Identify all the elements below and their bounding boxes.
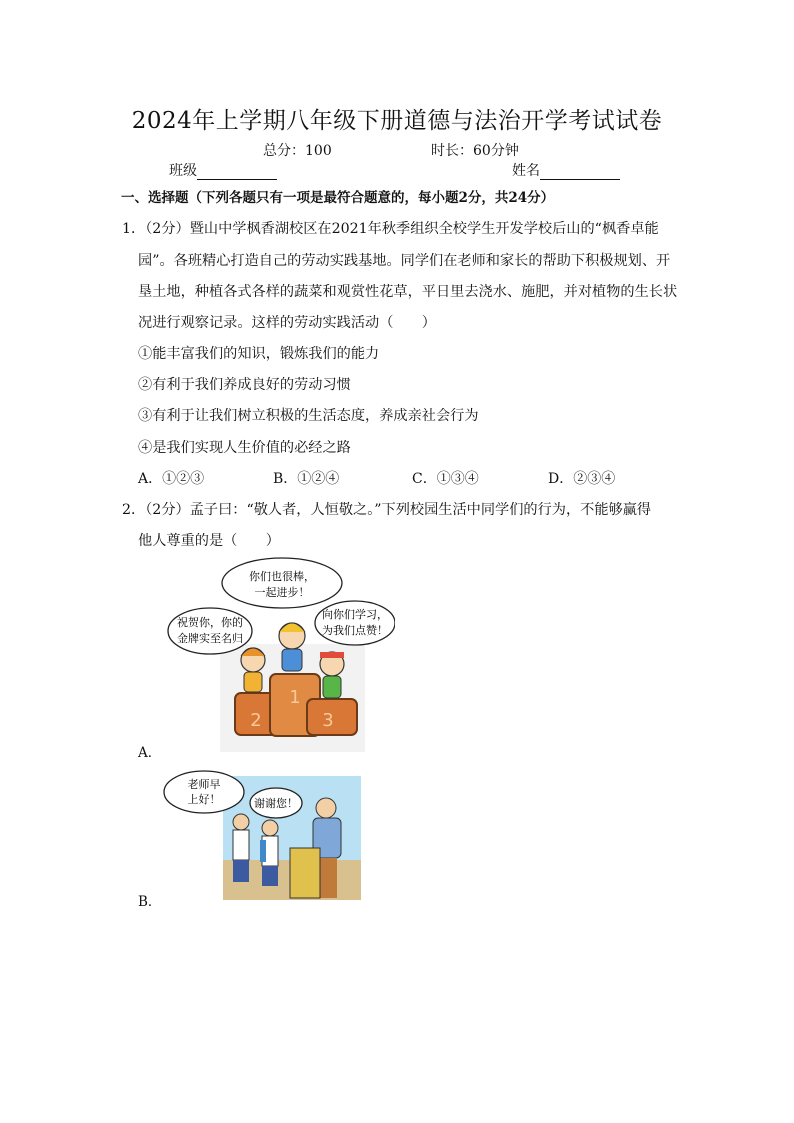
q1-option-a[interactable]: A．①②③ [138,471,205,487]
speech-bubble-right [315,601,395,645]
name-field [512,160,620,180]
q2-option-a-label[interactable]: A． [138,745,162,761]
svg-text:你们也很棒，: 你们也很棒， [249,570,315,583]
q1-line: 1．（2分）暨山中学枫香湖校区在2021年秋季组织全校学生开发学校后山的“枫香卓能 [122,221,659,237]
q2-option-b-label[interactable]: B． [138,894,162,910]
class-label: 班级 [169,163,197,179]
q1-option-d[interactable]: D．②③④ [548,471,616,487]
q2-line: 2．（2分）孟子曰：“敬人者，人恒敬之。”下列校园生活中同学们的行为，不能够赢得 [122,502,652,518]
speech-bubble-left [164,771,244,813]
reception-desk [290,848,320,898]
total-score: 总分：100 [263,143,332,159]
podium-label-3: 3 [322,710,334,731]
podium-label-2: 2 [250,710,262,731]
q1-option-c[interactable]: C．①③④ [412,471,479,487]
speech-bubble-left [168,608,252,654]
q1-statement: ③有利于让我们树立积极的生活态度，养成亲社会行为 [138,408,479,424]
section-heading: 一、选择题（下列各题只有一项是最符合题意的，每小题2分，共24分） [121,190,555,206]
q1-statement: ②有利于我们养成良好的劳动习惯 [138,377,351,393]
class-blank[interactable] [197,165,277,180]
q1-line: 园”。各班精心打造自己的劳动实践基地。同学们在老师和家长的帮助下积极规划、开 [138,253,671,269]
speech-bubble-top [222,558,342,608]
q1-line: 垦土地，种植各式各样的蔬菜和观赏性花草，平日里去浇水、施肥，并对植物的生长状 [138,284,678,300]
svg-text:为我们点赞！: 为我们点赞！ [322,624,388,637]
q1-option-b[interactable]: B．①②④ [273,471,340,487]
svg-text:向你们学习，: 向你们学习， [322,608,388,621]
class-field [169,160,277,180]
greeting-illustration [160,770,365,902]
q1-line: 况进行观察记录。这样的劳动实践活动（ ） [138,315,436,331]
podium-illustration [165,556,395,756]
exam-duration: 时长：60分钟 [431,143,519,159]
name-label: 姓名 [512,163,540,179]
podium-label-1: 1 [289,687,301,708]
exam-title: 2024年上学期八年级下册道德与法治开学考试试卷 [131,108,663,134]
q1-statement: ④是我们实现人生价值的必经之路 [138,440,351,456]
svg-text:金牌实至名归: 金牌实至名归 [177,632,243,645]
svg-text:一起进步！: 一起进步！ [254,586,310,599]
svg-text:谢谢您！: 谢谢您！ [254,797,298,810]
svg-text:老师早: 老师早 [187,778,221,791]
svg-text:祝贺你，你的: 祝贺你，你的 [177,616,243,629]
name-blank[interactable] [540,165,620,180]
q1-statement: ①能丰富我们的知识，锻炼我们的能力 [138,346,380,362]
svg-text:上好！: 上好！ [187,793,221,806]
q2-line: 他人尊重的是（ ） [138,533,280,549]
speech-bubble-right [250,788,302,818]
